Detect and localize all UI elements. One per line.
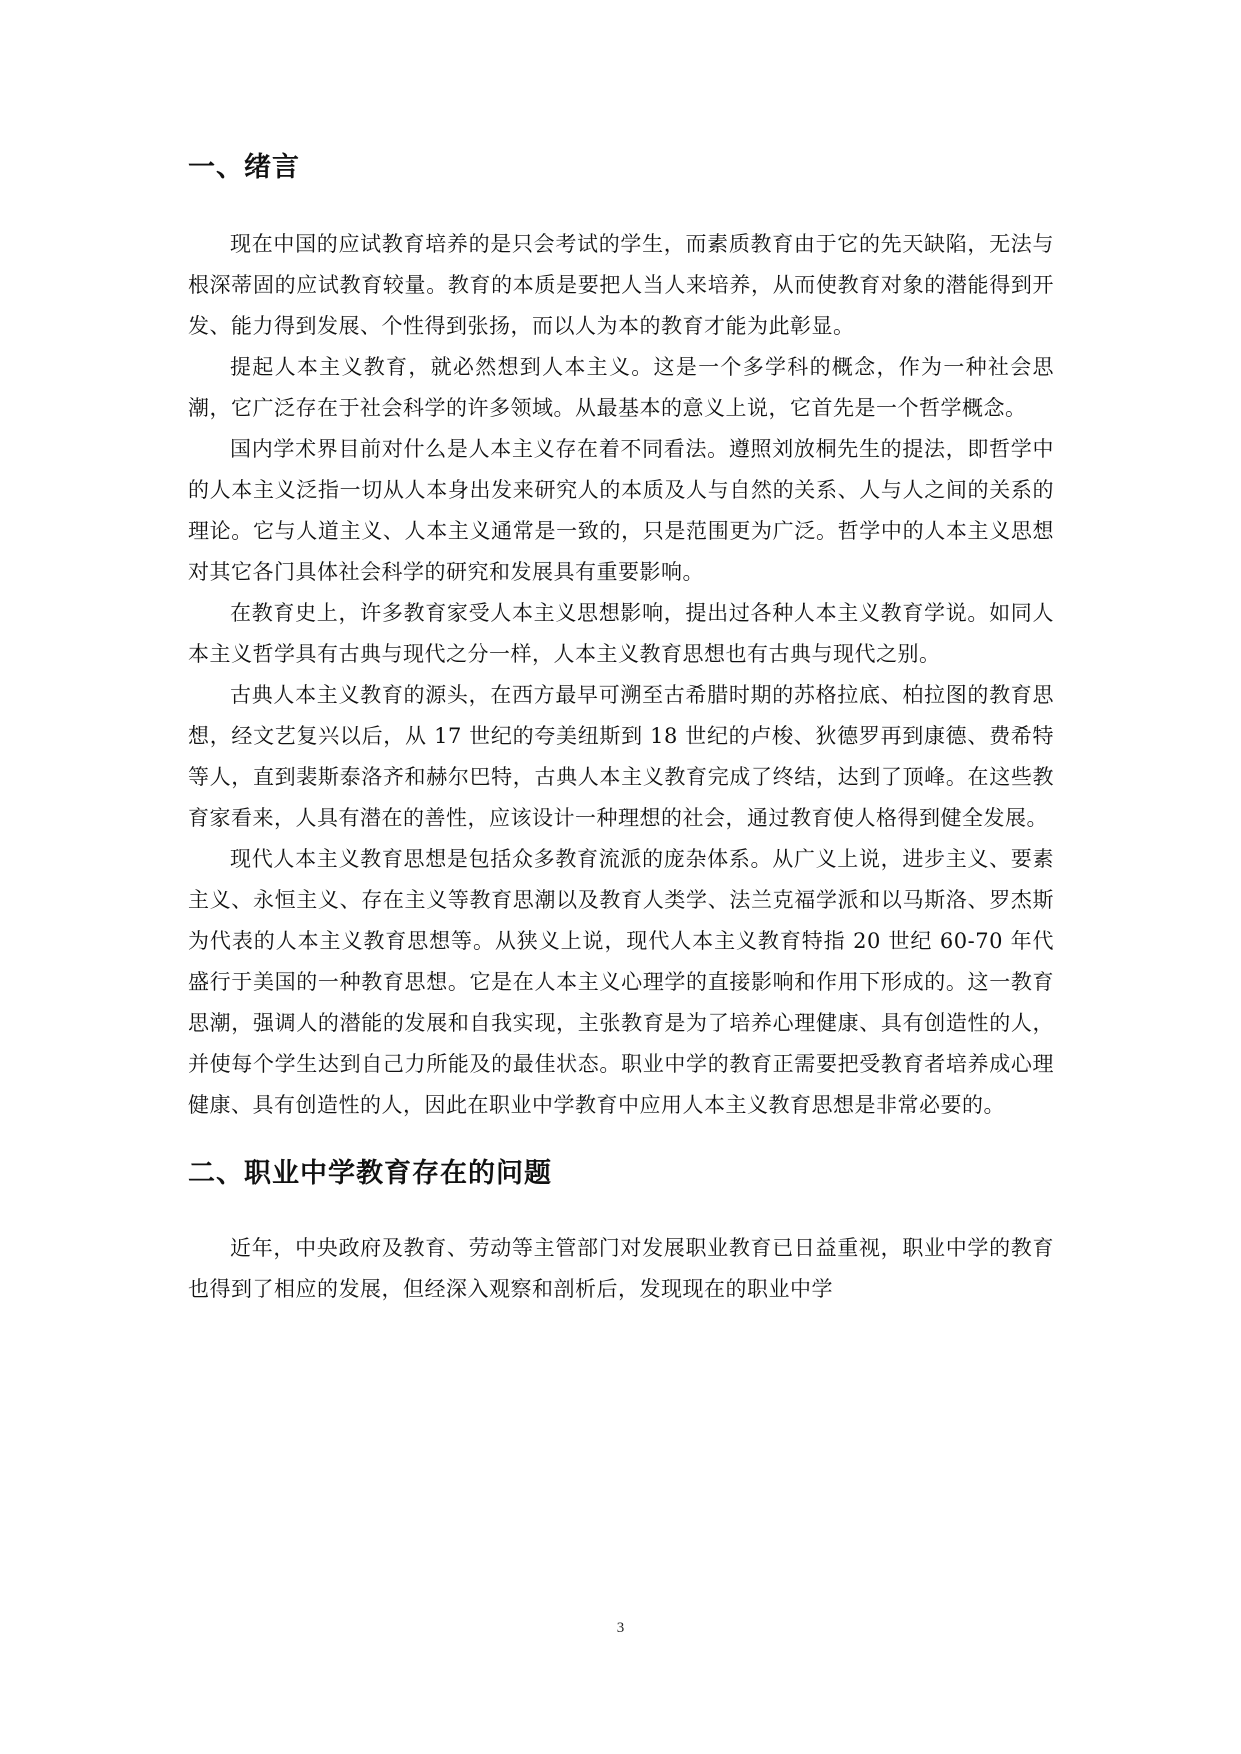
page-content xyxy=(188,148,1054,1310)
section-heading-problems: 二、职业中学教育存在的问题 xyxy=(188,1158,552,1189)
paragraph: 国内学术界目前对什么是人本主义存在着不同看法。遵照刘放桐先生的提法，即哲学中的人本主义泛指一切从人本身出发来研究人的本质及人与自然的关系、人与人之间的关系的理论。它与人道主义、人本主义通常是一致的，只是范围更为广泛。哲学中的人本主义思想对其它各门具体社会科学的研究和发展具有重要影响。 xyxy=(188,437,1054,584)
paragraph: 在教育史上，许多教育家受人本主义思想影响，提出过各种人本主义教育学说。如同人本主义哲学具有古典与现代之分一样，人本主义教育思想也有古典与现代之别。 xyxy=(188,601,1054,666)
paragraph: 古典人本主义教育的源头，在西方最早可溯至古希腊时期的苏格拉底、柏拉图的教育思想，经文艺复兴以后，从 17 世纪的夸美纽斯到 18 世纪的卢梭、狄德罗再到康德、费希特等人，直到裴斯泰洛齐和赫尔巴特，古典人本主义教育完成了终结，达到了顶峰。在这些教育家看来，人具有潜在的善性，应该设计一种理想的社会，通过教育使人格得到健全发展。 xyxy=(188,683,1054,830)
paragraph: 提起人本主义教育，就必然想到人本主义。这是一个多学科的概念，作为一种社会思潮，它广泛存在于社会科学的许多领域。从最基本的意义上说，它首先是一个哲学概念。 xyxy=(188,355,1054,420)
section-heading-introduction: 一、绪言 xyxy=(188,152,300,183)
paragraph: 近年，中央政府及教育、劳动等主管部门对发展职业教育已日益重视，职业中学的教育也得到了相应的发展，但经深入观察和剖析后，发现现在的职业中学 xyxy=(188,1236,1054,1301)
page-number: 3 xyxy=(616,1620,625,1636)
paragraph: 现在中国的应试教育培养的是只会考试的学生，而素质教育由于它的先天缺陷，无法与根深蒂固的应试教育较量。教育的本质是要把人当人来培养，从而使教育对象的潜能得到开发、能力得到发展、个性得到张扬，而以人为本的教育才能为此彰显。 xyxy=(188,232,1054,338)
paragraph: 现代人本主义教育思想是包括众多教育流派的庞杂体系。从广义上说，进步主义、要素主义、永恒主义、存在主义等教育思潮以及教育人类学、法兰克福学派和以马斯洛、罗杰斯为代表的人本主义教育思想等。从狭义上说，现代人本主义教育特指 20 世纪 60-70 年代盛行于美国的一种教育思想。它是在人本主义心理学的直接影响和作用下形成的。这一教育思潮，强调人的潜能的发展和自我实现，主张教育是为了培养心理健康、具有创造性的人，并使每个学生达到自己力所能及的最佳状态。职业中学的教育正需要把受教育者培养成心理健康、具有创造性的人，因此在职业中学教育中应用人本主义教育思想是非常必要的。 xyxy=(188,847,1054,1117)
